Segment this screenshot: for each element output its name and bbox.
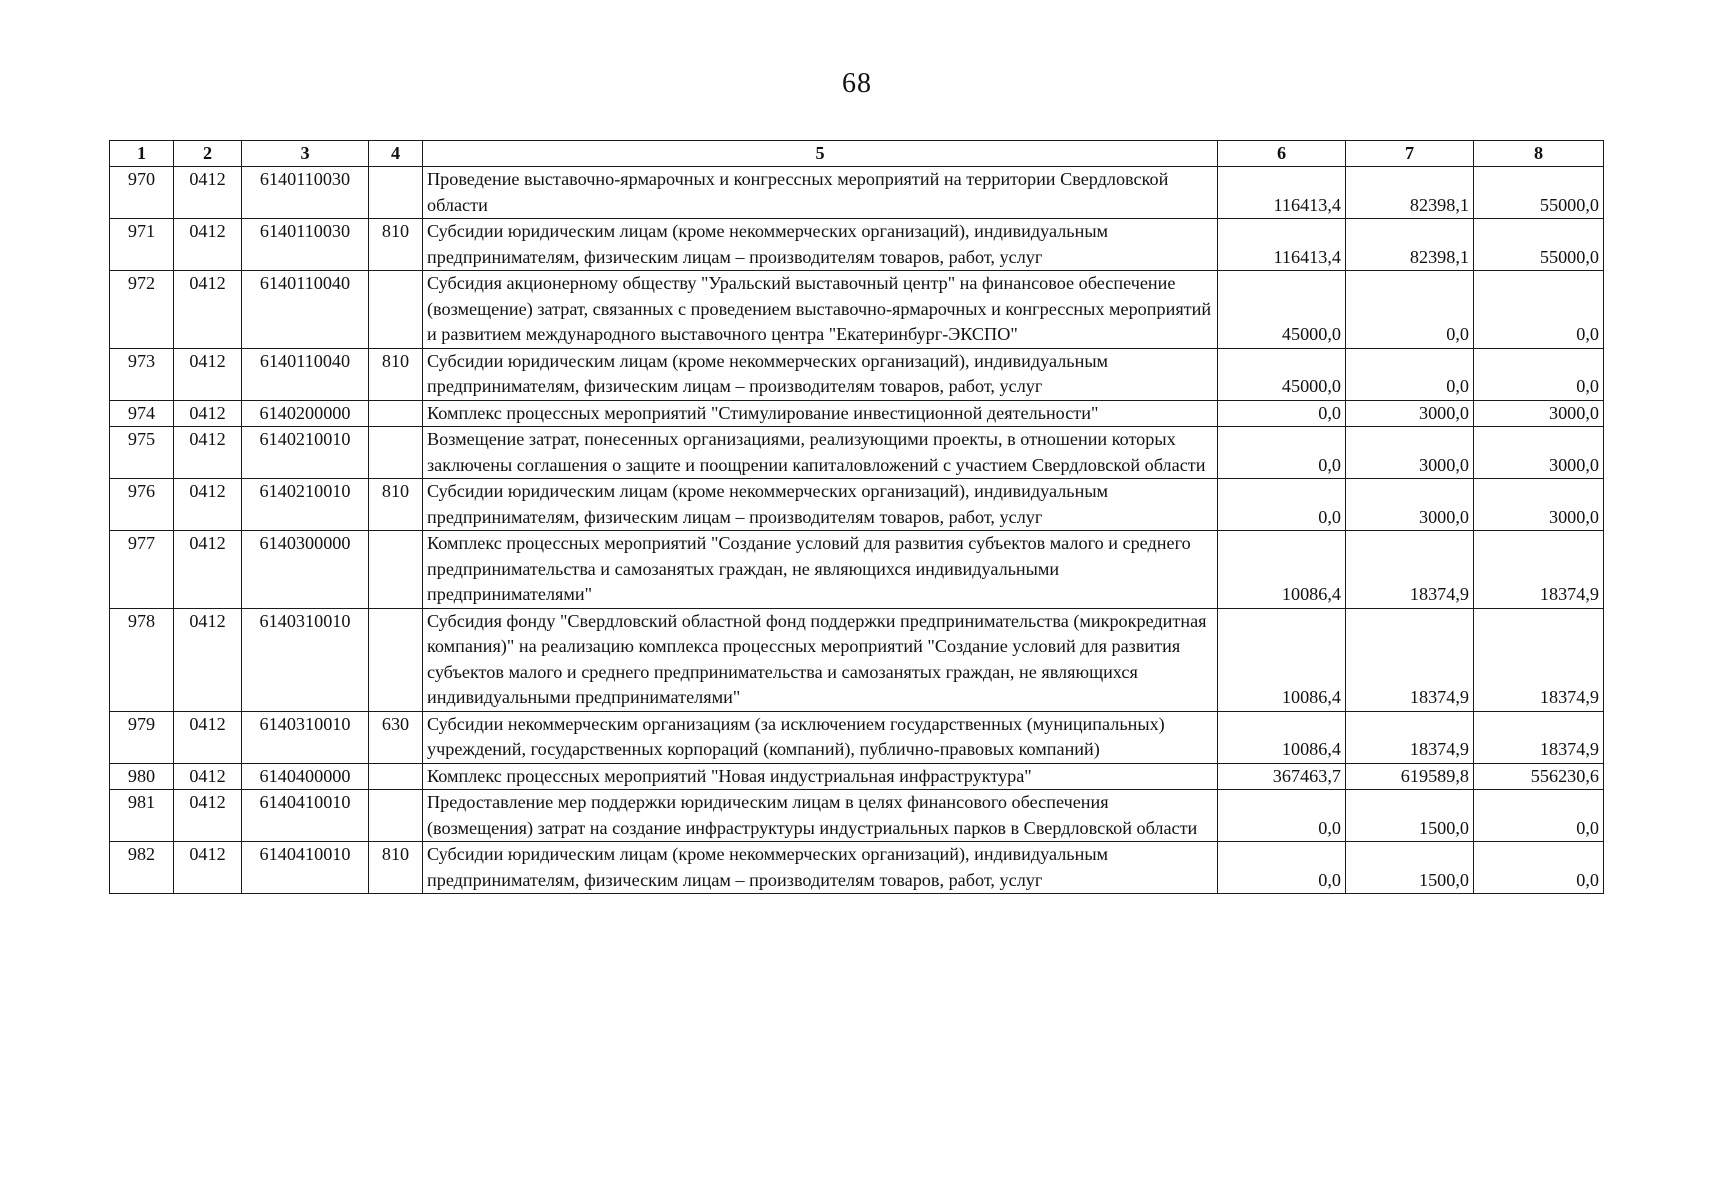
table-row (110, 479, 1604, 531)
section-code-cell: 0412 (174, 348, 242, 400)
table-row (110, 842, 1604, 894)
table-row (110, 711, 1604, 763)
table-row (110, 348, 1604, 400)
table-row (110, 790, 1604, 842)
row-number-cell: 970 (110, 167, 174, 219)
amount-col-7-cell: 18374,9 (1346, 711, 1474, 763)
amount-col-7-cell: 1500,0 (1346, 790, 1474, 842)
description-cell: Субсидии юридическим лицам (кроме некоммерческих организаций), индивидуальным предпринимателям, физическим лицам – производителям товаров, работ, услуг (423, 219, 1218, 271)
amount-col-7-cell: 18374,9 (1346, 531, 1474, 609)
section-code-cell: 0412 (174, 790, 242, 842)
description-cell: Предоставление мер поддержки юридическим лицам в целях финансового обеспечения (возмещения) затрат на создание инфраструктуры индустриальных парков в Свердловской области (423, 790, 1218, 842)
target-code-cell: 6140210010 (242, 479, 369, 531)
expense-type-cell (369, 763, 423, 790)
amount-col-7-cell: 619589,8 (1346, 763, 1474, 790)
description-cell: Проведение выставочно-ярмарочных и конгрессных мероприятий на территории Свердловской области (423, 167, 1218, 219)
amount-col-7-cell: 18374,9 (1346, 608, 1474, 711)
amount-col-8-cell: 0,0 (1474, 271, 1604, 349)
description-cell: Комплекс процессных мероприятий "Создание условий для развития субъектов малого и среднего предпринимательства и самозанятых граждан, не являющихся индивидуальными предпринимателями" (423, 531, 1218, 609)
row-number-cell: 980 (110, 763, 174, 790)
section-code-cell: 0412 (174, 711, 242, 763)
amount-col-8-cell: 55000,0 (1474, 219, 1604, 271)
table-row (110, 219, 1604, 271)
target-code-cell: 6140300000 (242, 531, 369, 609)
section-code-cell: 0412 (174, 219, 242, 271)
expense-type-cell (369, 167, 423, 219)
target-code-cell: 6140310010 (242, 608, 369, 711)
amount-col-6-cell: 10086,4 (1218, 608, 1346, 711)
row-number-cell: 975 (110, 427, 174, 479)
table-row (110, 531, 1604, 609)
amount-col-7-cell: 82398,1 (1346, 219, 1474, 271)
row-number-cell: 974 (110, 400, 174, 427)
amount-col-6-cell: 0,0 (1218, 427, 1346, 479)
expense-type-cell: 810 (369, 479, 423, 531)
description-cell: Субсидии юридическим лицам (кроме некоммерческих организаций), индивидуальным предпринимателям, физическим лицам – производителям товаров, работ, услуг (423, 842, 1218, 894)
row-number-cell: 976 (110, 479, 174, 531)
row-number-cell: 978 (110, 608, 174, 711)
target-code-cell: 6140310010 (242, 711, 369, 763)
row-number-cell: 971 (110, 219, 174, 271)
section-code-cell: 0412 (174, 842, 242, 894)
target-code-cell: 6140410010 (242, 842, 369, 894)
amount-col-8-cell: 18374,9 (1474, 608, 1604, 711)
header-col-1: 1 (110, 141, 174, 167)
amount-col-7-cell: 0,0 (1346, 348, 1474, 400)
table-row (110, 608, 1604, 711)
target-code-cell: 6140210010 (242, 427, 369, 479)
header-col-3: 3 (242, 141, 369, 167)
expense-type-cell: 630 (369, 711, 423, 763)
amount-col-7-cell: 82398,1 (1346, 167, 1474, 219)
budget-table (109, 140, 1604, 894)
target-code-cell: 6140400000 (242, 763, 369, 790)
description-cell: Комплекс процессных мероприятий "Стимулирование инвестиционной деятельности" (423, 400, 1218, 427)
target-code-cell: 6140110040 (242, 271, 369, 349)
header-col-7: 7 (1346, 141, 1474, 167)
description-cell: Субсидии юридическим лицам (кроме некоммерческих организаций), индивидуальным предпринимателям, физическим лицам – производителям товаров, работ, услуг (423, 479, 1218, 531)
expense-type-cell (369, 531, 423, 609)
amount-col-8-cell: 18374,9 (1474, 531, 1604, 609)
amount-col-8-cell: 3000,0 (1474, 427, 1604, 479)
amount-col-7-cell: 0,0 (1346, 271, 1474, 349)
header-col-8: 8 (1474, 141, 1604, 167)
expense-type-cell (369, 608, 423, 711)
target-code-cell: 6140110030 (242, 219, 369, 271)
row-number-cell: 981 (110, 790, 174, 842)
header-col-6: 6 (1218, 141, 1346, 167)
amount-col-7-cell: 3000,0 (1346, 479, 1474, 531)
amount-col-7-cell: 3000,0 (1346, 427, 1474, 479)
table-row (110, 763, 1604, 790)
amount-col-8-cell: 0,0 (1474, 790, 1604, 842)
amount-col-6-cell: 0,0 (1218, 400, 1346, 427)
amount-col-6-cell: 0,0 (1218, 790, 1346, 842)
amount-col-8-cell: 3000,0 (1474, 479, 1604, 531)
amount-col-8-cell: 55000,0 (1474, 167, 1604, 219)
amount-col-6-cell: 0,0 (1218, 479, 1346, 531)
section-code-cell: 0412 (174, 400, 242, 427)
table-row (110, 400, 1604, 427)
amount-col-6-cell: 10086,4 (1218, 711, 1346, 763)
section-code-cell: 0412 (174, 271, 242, 349)
row-number-cell: 982 (110, 842, 174, 894)
amount-col-8-cell: 556230,6 (1474, 763, 1604, 790)
amount-col-8-cell: 18374,9 (1474, 711, 1604, 763)
amount-col-8-cell: 0,0 (1474, 348, 1604, 400)
table-row (110, 271, 1604, 349)
row-number-cell: 979 (110, 711, 174, 763)
expense-type-cell (369, 271, 423, 349)
page-number: 68 (842, 68, 872, 99)
section-code-cell: 0412 (174, 763, 242, 790)
description-cell: Комплекс процессных мероприятий "Новая индустриальная инфраструктура" (423, 763, 1218, 790)
amount-col-8-cell: 0,0 (1474, 842, 1604, 894)
section-code-cell: 0412 (174, 167, 242, 219)
expense-type-cell (369, 790, 423, 842)
amount-col-6-cell: 0,0 (1218, 842, 1346, 894)
section-code-cell: 0412 (174, 479, 242, 531)
amount-col-7-cell: 1500,0 (1346, 842, 1474, 894)
description-cell: Субсидии юридическим лицам (кроме некоммерческих организаций), индивидуальным предпринимателям, физическим лицам – производителям товаров, работ, услуг (423, 348, 1218, 400)
description-cell: Субсидия фонду "Свердловский областной фонд поддержки предпринимательства (микрокредитная компания)" на реализацию комплекса процессных мероприятий "Создание условий для развития субъектов малого и среднего предпринимательства и самозанятых граждан, не являющихся индивидуальными предпринимателями" (423, 608, 1218, 711)
amount-col-6-cell: 367463,7 (1218, 763, 1346, 790)
header-col-5: 5 (423, 141, 1218, 167)
amount-col-6-cell: 45000,0 (1218, 271, 1346, 349)
amount-col-6-cell: 116413,4 (1218, 219, 1346, 271)
header-col-4: 4 (369, 141, 423, 167)
row-number-cell: 972 (110, 271, 174, 349)
target-code-cell: 6140110030 (242, 167, 369, 219)
target-code-cell: 6140110040 (242, 348, 369, 400)
amount-col-7-cell: 3000,0 (1346, 400, 1474, 427)
section-code-cell: 0412 (174, 427, 242, 479)
section-code-cell: 0412 (174, 531, 242, 609)
amount-col-8-cell: 3000,0 (1474, 400, 1604, 427)
table-row (110, 167, 1604, 219)
expense-type-cell: 810 (369, 219, 423, 271)
target-code-cell: 6140200000 (242, 400, 369, 427)
table-body (110, 167, 1604, 894)
description-cell: Субсидии некоммерческим организациям (за исключением государственных (муниципальных) учреждений, государственных корпораций (компаний), публично-правовых компаний) (423, 711, 1218, 763)
description-cell: Субсидия акционерному обществу "Уральский выставочный центр" на финансовое обеспечение (возмещение) затрат, связанных с проведением выставочно-ярмарочных и конгрессных мероприятий и развитием международного выставочного центра "Екатеринбург-ЭКСПО" (423, 271, 1218, 349)
expense-type-cell: 810 (369, 348, 423, 400)
header-row (110, 141, 1604, 167)
section-code-cell: 0412 (174, 608, 242, 711)
expense-type-cell: 810 (369, 842, 423, 894)
description-cell: Возмещение затрат, понесенных организациями, реализующими проекты, в отношении которых заключены соглашения о защите и поощрении капиталовложений с участием Свердловской области (423, 427, 1218, 479)
expense-type-cell (369, 427, 423, 479)
target-code-cell: 6140410010 (242, 790, 369, 842)
row-number-cell: 977 (110, 531, 174, 609)
amount-col-6-cell: 10086,4 (1218, 531, 1346, 609)
row-number-cell: 973 (110, 348, 174, 400)
header-col-2: 2 (174, 141, 242, 167)
expense-type-cell (369, 400, 423, 427)
amount-col-6-cell: 116413,4 (1218, 167, 1346, 219)
amount-col-6-cell: 45000,0 (1218, 348, 1346, 400)
table-row (110, 427, 1604, 479)
